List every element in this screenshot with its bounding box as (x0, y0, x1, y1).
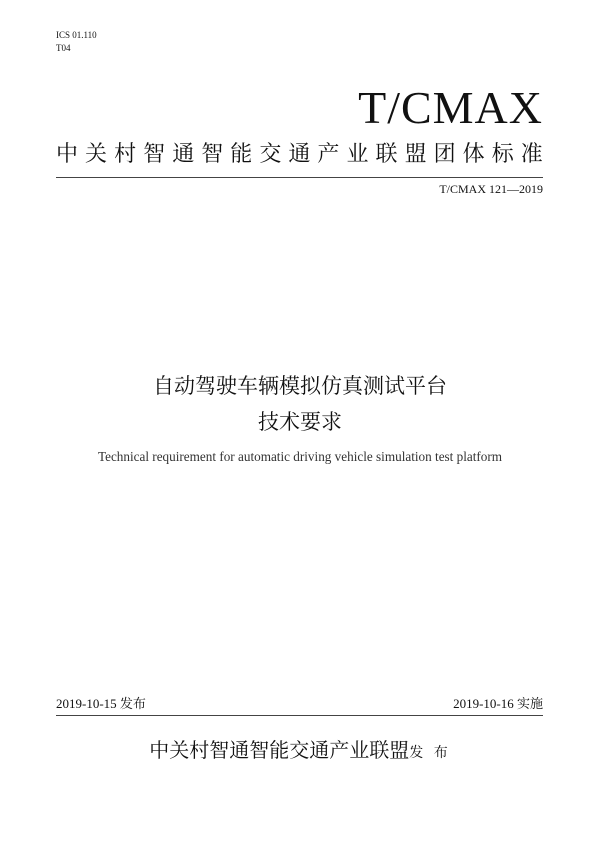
org-standard-title-char: 关 (85, 142, 108, 167)
org-standard-title-char: 联 (375, 142, 398, 167)
org-standard-title-char: 交 (259, 142, 282, 167)
header-divider (56, 177, 543, 178)
implement-label: 实施 (516, 697, 543, 712)
document-title-line1: 自动驾驶车辆模拟仿真测试平台 (153, 374, 447, 398)
publisher-name: 中关村智通智能交通产业联盟 (149, 738, 410, 762)
publisher-suffix: 发 布 (409, 745, 451, 761)
standard-brand: T/CMAX (358, 82, 543, 133)
classification-code: T04 (56, 43, 71, 53)
publisher (0, 736, 600, 767)
implement-date: 2019-10-16 (453, 696, 514, 711)
publish-label: 发布 (119, 697, 146, 712)
org-standard-title-char: 准 (520, 142, 543, 167)
org-standard-title-char: 产 (317, 142, 340, 167)
org-standard-title-char: 智 (143, 142, 166, 167)
ics-code: ICS 01.110 (56, 30, 97, 40)
document-title-line2: 技术要求 (258, 410, 342, 434)
publish-date: 2019-10-15 (56, 696, 117, 711)
org-standard-title-char: 中 (56, 142, 79, 167)
org-standard-title-char: 通 (288, 142, 311, 167)
publish-info (56, 695, 146, 714)
standard-number: T/CMAX 121—2019 (439, 182, 543, 196)
org-standard-title-char: 业 (346, 142, 369, 167)
footer-divider (56, 715, 543, 716)
document-title-english: Technical requirement for automatic driving vehicle simulation test platform (97, 449, 503, 464)
org-standard-title-char: 团 (433, 142, 456, 167)
implement-info (453, 695, 543, 714)
org-standard-title-char: 标 (491, 142, 514, 167)
org-standard-title-char: 体 (462, 142, 485, 167)
org-standard-title-char: 村 (114, 142, 137, 167)
org-standard-title-char: 智 (201, 142, 224, 167)
org-standard-title-char: 通 (172, 142, 195, 167)
org-standard-title-char: 盟 (404, 142, 427, 167)
org-standard-title (56, 141, 543, 169)
org-standard-title-char: 能 (230, 142, 253, 167)
